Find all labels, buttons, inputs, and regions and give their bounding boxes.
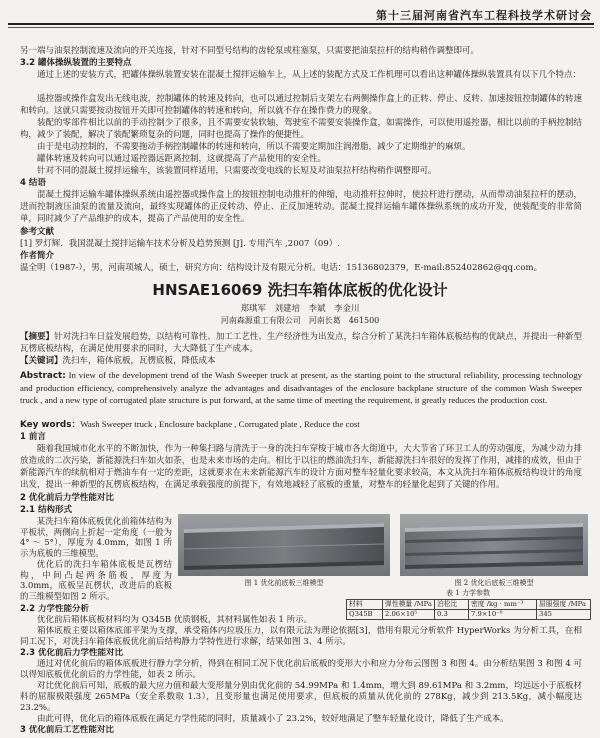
conclusion-paragraph: 混凝土搅拌运输车罐体操纵系统由遥控器或操作盒上的按钮控制电动推杆的伸缩，电动推杆拉伸时，使拉杆进行摆动，从而带动油泵拉杆的摆动，进而控制液压油泵的流量及流向，最终实现罐体的正反转动、停止、正反加速转动。混凝土搅拌运输车罐体操纵系统的成功开发，使装配变的非常简单，同时减少了产品维护的成本，提高了产品使用的安全性。 <box>20 190 582 224</box>
keywords-cn <box>20 355 582 367</box>
analysis-paragraph: 箱体底板主要以箱体底部平架为支撑，承受箱体内垃圾压力，以有限元法为理论依据[3]，借用有限元分析软件 HyperWorks 为分析工具，在相同工况下，对洗扫车箱体底板优化前后结构静力学特性进行求解，结果如图 3、4 所示。 <box>20 626 582 647</box>
section-3-2-paragraph: 罐体转速及转向可以通过遥控器远距离控制，这就提高了产品使用的安全性。 <box>37 154 327 164</box>
abstract-en-text: In view of the development trend of the Wash Sweeper truck at present, as the starting point to the structural reliability, processing technology and production efficiency, comprehensively analyze the advantages and disadvantages of the enclosure backplane structure of the common Wash Sweeper truck , and a new type of corrugated plate structure is put forward, at the same time of meeting the requirement, it greatly reduces the production cost. <box>20 370 582 405</box>
keywords-cn-label: 【关键词】 <box>20 356 63 366</box>
article-affiliation: 河南森源重工有限公司 河南长葛 461500 <box>220 316 380 325</box>
section-2-1-heading: 2.1 结构形式 <box>20 505 73 515</box>
figure-2-image <box>400 514 588 576</box>
table-cell: Q345B <box>347 610 383 620</box>
abstract-cn-text: 针对洗扫车日益发展趋势，以结构可靠性、加工工艺性、生产经济性为出发点，综合分析了某洗扫车箱体底板结构的优缺点，并提出一种新型瓦楞底板结构，在满足使用要求的同时，大大降低了生产成本。 <box>20 332 582 354</box>
article-authors: 郑琪军 刘建培 李斌 李金川 <box>240 304 360 314</box>
section-2-2-heading: 2.2 力学性能分析 <box>20 604 90 614</box>
author-bio-text: 温全明（1987-），男，河南项城人，硕士，研究方向：结构设计及有限元分析。电话：15136802379，E-mail:852402862@qq.com。 <box>20 263 543 273</box>
section-2-3-heading: 2.3 优化前后力学性能对比 <box>20 648 124 658</box>
abstract-en-label: Abstract: <box>20 371 66 381</box>
section-1-heading: 1 前言 <box>20 432 46 442</box>
introduction-paragraph: 随着我国城市化水平的不断加快，作为一种集扫路与清洗于一身的洗扫车穿梭于城市各大街道中，大大节省了环卫工人的劳动强度，为减少动力排放造成的二次污染，新能源洗扫车如火如荼，也是未来市场的走向。相比于以往的燃油洗扫车，新能源洗扫车很好的发挥了作用，减排的成效，但由于新能源汽车的续航相对于燃油车有一定的差距，这就要求在未来新能源汽车的设计方面对整车轻量化要求较高，本文从洗扫车箱体底板结构设计的角度出发，提出一种新型的瓦楞底板结构，在满足承载强度的前提下，有效地减轻了底板的重量，对整车的轻量化起到了关键的作用。 <box>20 444 582 490</box>
table-row <box>347 610 591 620</box>
structure-before-paragraph: 某洗扫车箱体底板优化前箱体结构为平板状，两侧向上折起一定角度（一般为 4° ～ 5°），厚度为 4.0mm，如图 1 所示为底板的三维模型。 <box>20 516 172 559</box>
reference-item: [1] 罗灯辉．我国混凝土搅拌运输车技术分析及趋势预测 [J]. 专用汽车 ,2007（09）. <box>20 239 340 249</box>
abstract-cn-label: 【摘要】 <box>20 332 55 342</box>
structure-after-paragraph: 优化后的洗扫车箱体底板是瓦楞结构，中间凸起两条筋板，厚度为 3.0mm，底板呈瓦楞状，改进后的底板的三维模型如图 2 所示。 <box>20 558 172 601</box>
structure-form-text-column <box>20 516 172 604</box>
table-header-row <box>347 600 591 610</box>
table-header-cell: 密度 /kg · mm⁻³ <box>469 600 537 610</box>
figure-1-image <box>178 514 390 576</box>
table-cell: 345 <box>537 610 591 620</box>
comparison-paragraph: 由此可得，优化后的箱体底板在满足力学性能的同时，质量减小了 23.2%，较好地满足了整车轻量化设计，降低了生产成本。 <box>37 714 509 724</box>
material-paragraph: 优化前后箱体底板材料均为 Q345B 优质钢板，其材料属性如表 1 所示。 <box>37 615 313 625</box>
keywords-en-label: Key words： <box>20 420 81 430</box>
table-header-cell: 材料 <box>347 600 383 610</box>
table-cell: 7.9×10⁻⁹ <box>469 610 537 620</box>
table-header-cell: 屈服强度 /MPa <box>537 600 591 610</box>
table-cell: 0.3 <box>435 610 469 620</box>
section-4-heading: 4 结语 <box>20 178 46 188</box>
table-header-cell: 泊松比 <box>435 600 469 610</box>
comparison-paragraph: 通过对优化前后的箱体底板进行静力学分析，得到在相同工况下优化前后底板的变形大小和应力分布云图图 3 和图 4。由分析结果图 3 和图 4 可以得知底板优化前后的力学性能，如表 2 所示。 <box>20 659 582 680</box>
section-3-2-paragraph: 由于是电动控制的，不需要拖动手柄控制罐体的转速和转向，所以不需要定期加注润滑脂，减少了定期维护的麻烦。 <box>37 142 471 152</box>
section-3-2-paragraph: 装配的零部件相比以前的手动控制少了很多，且不需要安装软轴，驾驶室不需要安装操作盒，如需操作，可以使用遥控器，相比以前的手柄控制结构，减少了装配，解决了装配繁琐复杂的问题，同时也提高了操作的便捷性。 <box>20 118 582 140</box>
comparison-paragraph: 对比优化前后可知，底板的最大应力值和最大变形量分别由优化前的 54.99MPa 和 1.4mm，增大到 89.61MPa 和 3.2mm，均远远小于底板材料的屈服极限强度 265MPa（安全系数取 1.3），且变形量也满足使用要求，但底板的质量从优化前的 278Kg，减少到 213.5Kg，减小幅度达 23.2%。 <box>20 681 582 713</box>
section-3-heading: 3 优化前后工艺性能对比 <box>20 725 114 735</box>
previous-article-text-tail: 另一端与油泵控制流速及流向的开关连接，针对不同型号结构的齿轮泵或柱塞泵，只需要把油泵拉杆的结构稍作调整即可。 <box>20 46 480 56</box>
article-title: HNSAE16069 洗扫车箱体底板的优化设计 <box>152 281 448 299</box>
section-3-2-paragraph: 遥控器或操作盒发出无线电波，控制罐体的转速及转向，也可以通过控制后支架左右两侧操作盒上的正转、停止、反转、加速按钮控制罐体的转速和转向。这就只需要按动按钮开关即可控制罐体的转速和转向，所以就不存在操作费力的现象。 <box>20 94 582 116</box>
conference-header: 第十三届河南省汽车工程科技学术研讨会 <box>376 9 592 22</box>
section-3-2-heading: 3.2 罐体操纵装置的主要特点 <box>20 58 132 68</box>
table-1-caption: 表 1 力学参数 <box>446 589 490 597</box>
section-3-2-paragraph: 针对不同的混凝土搅拌运输车，该装置同样适用，只需要改变电线的长短及对油泵拉杆结构稍作调整即可。 <box>37 166 437 176</box>
keywords-cn-text: 洗扫车，箱体底板，瓦楞底板，降低成本 <box>62 356 216 366</box>
references-heading: 参考文献 <box>20 227 55 237</box>
abstract-cn <box>20 331 582 355</box>
figure-2-caption: 图 2 优化后底板三维模型 <box>454 579 534 587</box>
header-rule-thin <box>8 27 594 28</box>
table-1 <box>346 599 591 620</box>
table-header-cell: 弹性模量 /MPa <box>383 600 435 610</box>
keywords-en-text: Wash Sweeper truck , Enclosure backplane , Corrugated plate , Reduce the cost <box>80 419 360 429</box>
abstract-en <box>20 369 582 417</box>
section-3-2-paragraph: 通过上述的安装方式，把罐体操纵装置安装在混凝土搅拌运输车上，从上述的装配方式及工作机理可以看出这种罐体操纵装置具有以下几个特点： <box>37 70 582 80</box>
header-rule <box>8 23 594 25</box>
section-2-heading: 2 优化前后力学性能对比 <box>20 493 114 503</box>
figure-1-caption: 图 1 优化前底板三维模型 <box>244 579 324 587</box>
keywords-en <box>20 418 582 430</box>
author-bio-heading: 作者简介 <box>20 251 55 261</box>
table-cell: 2.06×10⁵ <box>383 610 435 620</box>
